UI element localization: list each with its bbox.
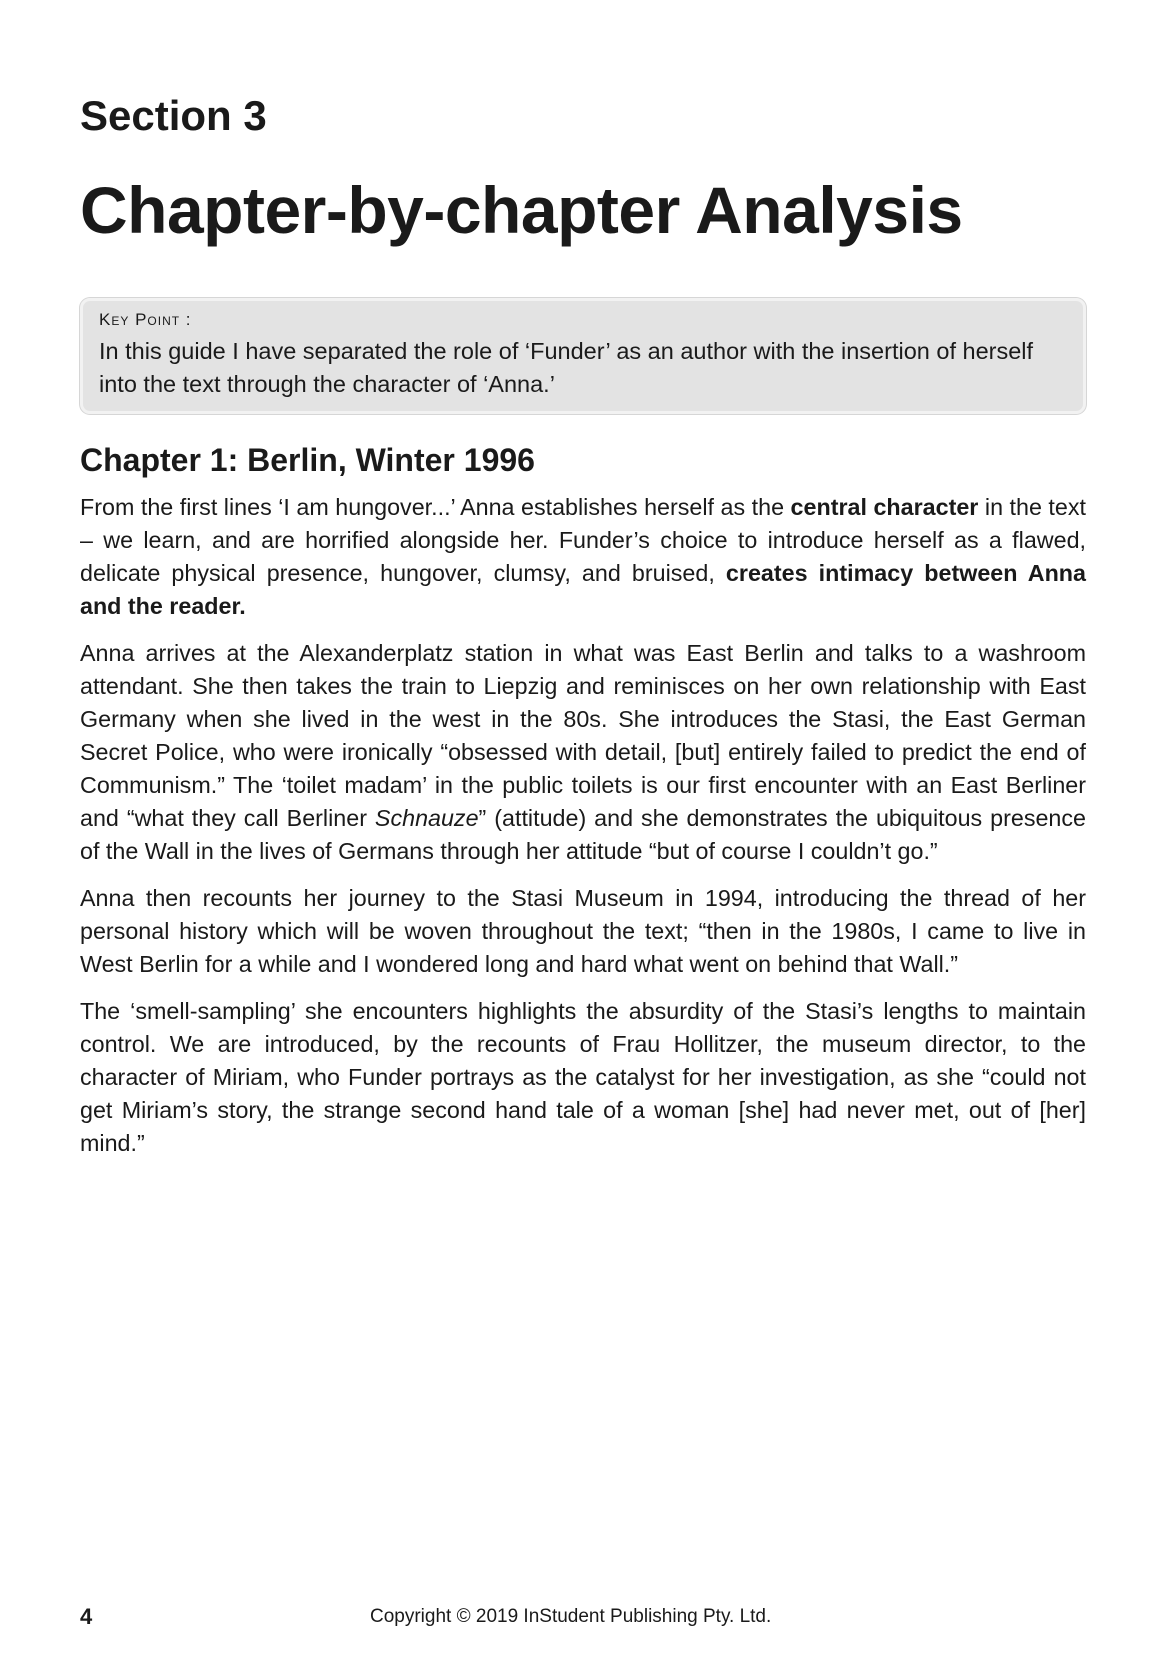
paragraph-3: Anna then recounts her journey to the Stasi Museum in 1994, introducing the thread of her personal history which will be woven throughout the text; “then in the 1980s, I came to live in West Berlin for a while and I wondered long and hard what went on behind that Wall.” — [80, 885, 1086, 977]
paragraph-2 — [80, 637, 1086, 868]
key-point-box — [80, 298, 1086, 414]
page-number: 4 — [80, 1604, 93, 1629]
paragraph-1-bold-b: creates intimacy between Anna and the reader. — [80, 560, 1086, 619]
chapter-heading: Chapter 1: Berlin, Winter 1996 — [80, 442, 535, 478]
paragraph-1-text-b: in the text – we learn, and are horrified alongside her. Funder’s choice to introduce herself as a flawed, delicate physical presence, hungover, clumsy, and bruised, — [80, 494, 1086, 586]
paragraph-2-text-a: Anna arrives at the Alexanderplatz station in what was East Berlin and talks to a washroom attendant. She then takes the train to Liepzig and reminisces on her own relationship with East Germany when she lived in the west in the 80s. She introduces the Stasi, the East German Secret Police, who were ironically “obsessed with detail, [but] entirely failed to predict the end of Communism.” The ‘toilet madam’ in the public toilets is our first encounter with an East Berliner and “what they call Berliner — [80, 640, 1086, 831]
paragraph-2-italic: Schnauze — [374, 805, 479, 831]
paragraph-1-text-a: From the first lines ‘I am hungover...’ Anna establishes herself as the — [80, 494, 791, 520]
paragraph-1-bold-a: central character — [790, 494, 979, 520]
page-title: Chapter-by-chapter Analysis — [80, 173, 963, 247]
copyright-notice: Copyright © 2019 InStudent Publishing Pty. Ltd. — [370, 1606, 772, 1627]
paragraph-2-text-b: ” (attitude) and she demonstrates the ubiquitous presence of the Wall in the lives of Germans through her attitude “but of course I couldn’t go.” — [80, 805, 1086, 864]
paragraph-1 — [80, 491, 1086, 623]
paragraph-4: The ‘smell-sampling’ she encounters highlights the absurdity of the Stasi’s lengths to maintain control. We are introduced, by the recounts of Frau Hollitzer, the museum director, to the character of Miriam, who Funder portrays as the catalyst for her investigation, as she “could not get Miriam’s story, the strange second hand tale of a woman [she] had never met, out of [her] mind.” — [80, 998, 1086, 1156]
key-point-label: Key Point : — [99, 310, 192, 329]
chapter-body — [80, 491, 1086, 1174]
section-label: Section 3 — [80, 92, 267, 139]
key-point-text: In this guide I have separated the role of ‘Funder’ as an author with the insertion of herself into the text through the character of ‘Anna.’ — [99, 338, 1034, 397]
